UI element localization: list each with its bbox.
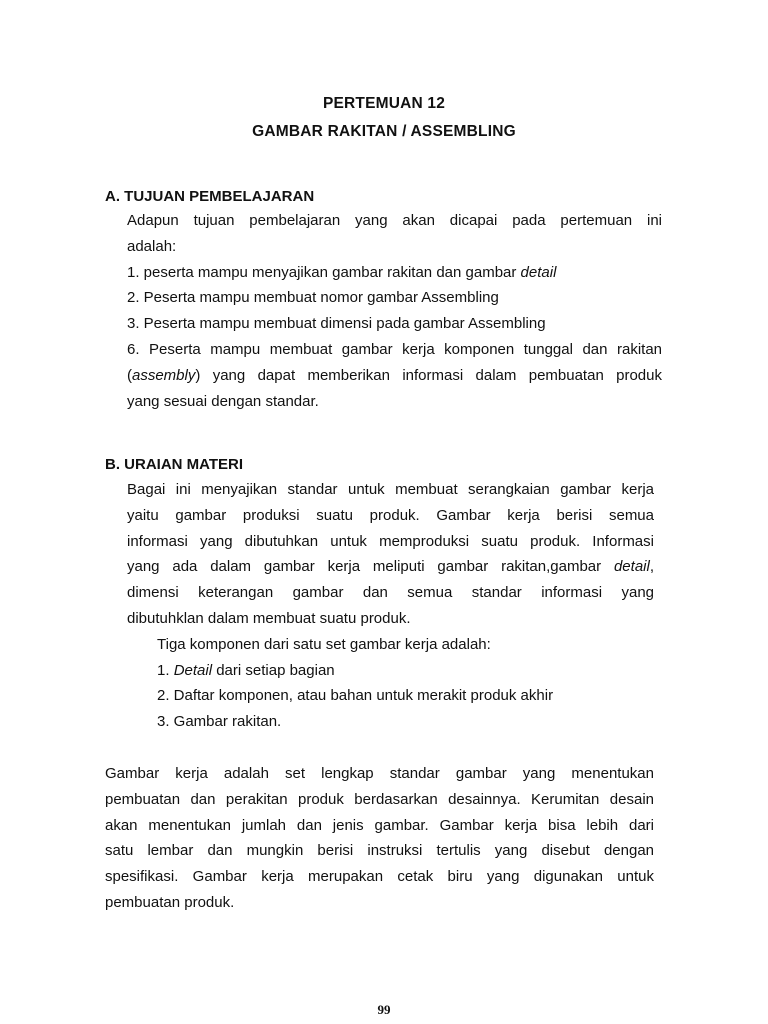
components-list-item-1 (127, 658, 654, 684)
section-b-paragraph-line2: yaitu gambar produksi suatu produk. Gambar kerja berisi semua (127, 506, 654, 524)
objective-item-1-text: 1. peserta mampu menyajikan gambar rakitan dan gambar (127, 263, 521, 281)
closing-paragraph-line3: akan menentukan jumlah dan jenis gambar. Gambar kerja bisa lebih dari (105, 816, 654, 834)
section-b-paragraph-line5: dimensi keterangan gambar dan semua standar informasi yang (127, 584, 654, 602)
closing-paragraph-line5: spesifikasi. Gambar kerja merupakan cetak biru yang digunakan untuk (105, 868, 654, 886)
section-a-intro-line2: adalah: (127, 237, 177, 255)
section-b-paragraph-line3: informasi yang dibutuhkan untuk memproduksi suatu produk. Informasi (127, 532, 654, 550)
section-b-heading: B. URAIAN MATERI (105, 456, 244, 473)
components-list-item-1-text: dari setiap bagian (212, 661, 335, 679)
section-b-paragraph-line1: Bagai ini menyajikan standar untuk membuat serangkaian gambar kerja (127, 481, 654, 498)
objective-item-6-line2 (127, 363, 662, 389)
closing-paragraph-line4: satu lembar dan mungkin berisi instruksi tertulis yang disebut dengan (105, 842, 654, 860)
objective-item-1 (127, 260, 662, 286)
objective-item-2: 2. Peserta mampu membuat nomor gambar Assembling (127, 289, 499, 307)
components-list-item-3: 3. Gambar rakitan. (157, 713, 282, 731)
section-b-line4-italic: detail (613, 558, 650, 576)
components-list-item-2: 2. Daftar komponen, atau bahan untuk merakit produk akhir (157, 687, 554, 705)
document-title-line2: GAMBAR RAKITAN / ASSEMBLING (252, 123, 516, 140)
section-b-line4-comma: , (649, 558, 654, 576)
components-list-intro: Tiga komponen dari satu set gambar kerja adalah: (157, 635, 491, 653)
closing-paragraph (105, 761, 654, 916)
section-b-line4-text: yang ada dalam gambar kerja meliputi gambar rakitan,gambar (127, 558, 614, 576)
objective-item-6-paren: ( (127, 366, 132, 384)
objective-item-6-line3: yang sesuai dengan standar. (127, 392, 319, 410)
section-a-body (127, 208, 662, 414)
section-a-heading: A. TUJUAN PEMBELAJARAN (105, 188, 315, 205)
page-number: 99 (377, 1002, 391, 1017)
section-b-paragraph-line6: dibutuhklan dalam membuat suatu produk. (127, 609, 411, 627)
section-b-body (127, 477, 654, 735)
objective-item-6-italic: assembly (132, 366, 196, 384)
closing-paragraph-line6: pembuatan produk. (105, 893, 235, 911)
objective-item-6-line2-text: ) yang dapat memberikan informasi dalam pembuatan produk (195, 366, 662, 384)
closing-paragraph-line1: Gambar kerja adalah set lengkap standar gambar yang menentukan (105, 765, 654, 782)
section-a-intro-line1: Adapun tujuan pembelajaran yang akan dicapai pada pertemuan ini (127, 212, 662, 229)
components-list-item-1-num: 1. (157, 661, 174, 679)
components-list-item-1-italic: Detail (173, 661, 213, 679)
section-b-paragraph-line4 (127, 554, 654, 580)
document-title-line1: PERTEMUAN 12 (322, 95, 446, 112)
objective-item-3: 3. Peserta mampu membuat dimensi pada gambar Assembling (127, 315, 546, 333)
objective-item-1-italic: detail (520, 263, 557, 281)
closing-paragraph-line2: pembuatan dan perakitan produk berdasarkan desainnya. Kerumitan desain (105, 790, 654, 808)
objective-item-6-line1: 6. Peserta mampu membuat gambar kerja komponen tunggal dan rakitan (127, 340, 662, 358)
